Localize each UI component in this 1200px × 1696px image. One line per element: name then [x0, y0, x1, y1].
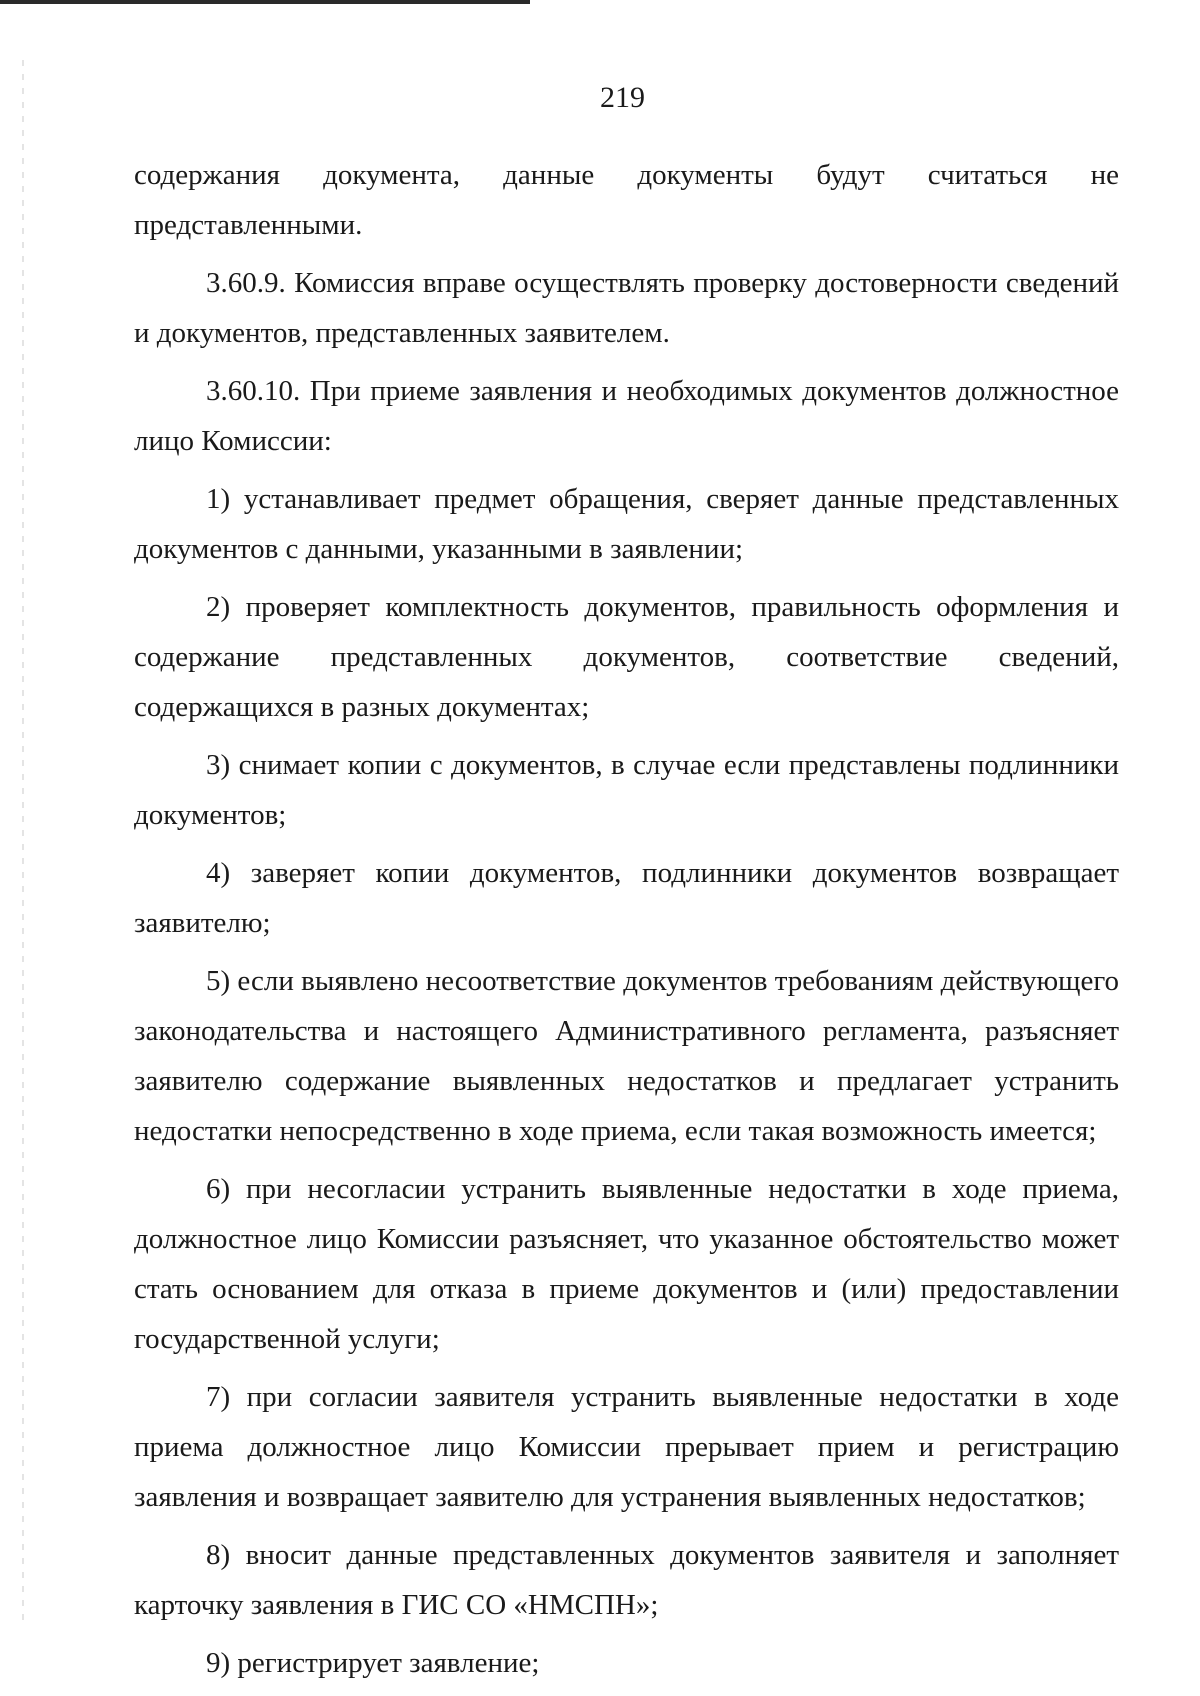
- list-item-2: 2) проверяет комплектность документов, правильность оформления и содержание представленных документов, соответствие сведений, содержащихся в разных документах;: [134, 591, 1119, 723]
- list-item-5: 5) если выявлено несоответствие документов требованиям действующего законодательства и настоящего Административного регламента, разъясняет заявителю содержание выявленных недостатков и предлагает устранить недостатки непосредственно в ходе приема, если такая возможность имеется;: [134, 965, 1119, 1147]
- list-item-8: 8) вносит данные представленных документов заявителя и заполняет карточку заявления в ГИС СО «НМСПН»;: [134, 1539, 1119, 1621]
- list-item-1: 1) устанавливает предмет обращения, сверяет данные представленных документов с данными, указанными в заявлении;: [134, 483, 1119, 565]
- body-text: [134, 150, 1119, 1696]
- list-item-4: 4) заверяет копии документов, подлинники документов возвращает заявителю;: [134, 857, 1119, 939]
- paragraph-continuation: содержания документа, данные документы будут считаться не представленными.: [134, 159, 1119, 241]
- page-number: 219: [600, 81, 645, 114]
- paragraph-3-60-10: 3.60.10. При приеме заявления и необходимых документов должностное лицо Комиссии:: [134, 375, 1119, 457]
- list-item-7: 7) при согласии заявителя устранить выявленные недостатки в ходе приема должностное лицо Комиссии прерывает прием и регистрацию заявления и возвращает заявителю для устранения выявленных недостатков;: [134, 1381, 1119, 1513]
- list-item-6: 6) при несогласии устранить выявленные недостатки в ходе приема, должностное лицо Комиссии разъясняет, что указанное обстоятельство может стать основанием для отказа в приеме документов и (или) предоставлении государственной услуги;: [134, 1173, 1119, 1355]
- paragraph-3-60-9: 3.60.9. Комиссия вправе осуществлять проверку достоверности сведений и документов, представленных заявителем.: [134, 267, 1119, 349]
- scan-top-border: [0, 0, 530, 4]
- list-item-9: 9) регистрирует заявление;: [206, 1647, 540, 1679]
- scan-left-edge: [22, 60, 24, 1620]
- list-item-3: 3) снимает копии с документов, в случае если представлены подлинники документов;: [134, 749, 1119, 831]
